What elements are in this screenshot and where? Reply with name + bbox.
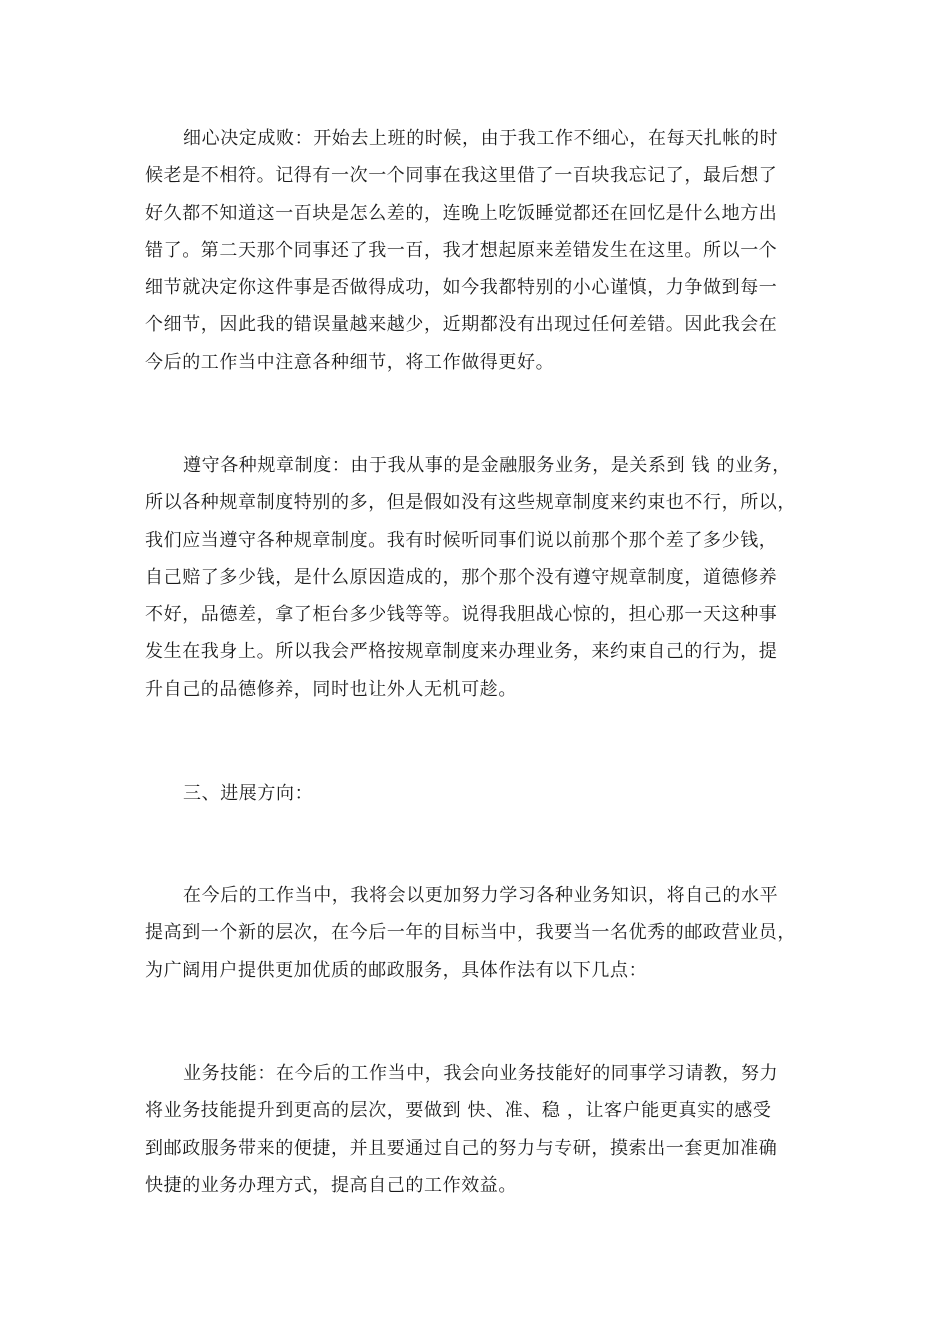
paragraph-line: 遵守各种规章制度：由于我从事的是金融服务业务，是关系到 钱 的业务， bbox=[183, 455, 791, 476]
paragraph-line: 到邮政服务带来的便捷，并且要通过自己的努力与专研，摸索出一套更加准确 bbox=[145, 1137, 778, 1159]
paragraph-line: 发生在我身上。所以我会严格按规章制度来办理业务，来约束自己的行为，提 bbox=[145, 641, 778, 663]
paragraph-line: 候老是不相符。记得有一次一个同事在我这里借了一百块我忘记了，最后想了 bbox=[145, 165, 778, 187]
paragraph-line: 在今后的工作当中，我将会以更加努力学习各种业务知识，将自己的水平 bbox=[183, 885, 779, 906]
paragraph-line: 今后的工作当中注意各种细节，将工作做得更好。 bbox=[145, 351, 555, 373]
paragraph-direction-intro bbox=[145, 877, 805, 989]
paragraph-line: 所以各种规章制度特别的多，但是假如没有这些规章制度来约束也不行，所以， bbox=[145, 492, 796, 514]
paragraph-line: 我们应当遵守各种规章制度。我有时候听同事们说以前那个那个差了多少钱， bbox=[145, 529, 778, 551]
section-heading-text: 三、进展方向： bbox=[183, 783, 314, 804]
paragraph-attention-to-detail bbox=[145, 120, 805, 381]
section-heading bbox=[145, 775, 805, 812]
paragraph-line: 细节就决定你这件事是否做得成功，如今我都特别的小心谨慎，力争做到每一 bbox=[145, 277, 778, 299]
paragraph-line: 将业务技能提升到更高的层次，要做到 快、准、稳 ，让客户能更真实的感受 bbox=[145, 1100, 772, 1122]
paragraph-line: 快捷的业务办理方式，提高自己的工作效益。 bbox=[145, 1174, 517, 1196]
paragraph-line: 细心决定成败：开始去上班的时候，由于我工作不细心，在每天扎帐的时 bbox=[183, 128, 779, 149]
paragraph-line: 不好，品德差，拿了柜台多少钱等等。说得我胆战心惊的，担心那一天这种事 bbox=[145, 604, 778, 626]
paragraph-line: 提高到一个新的层次，在今后一年的目标当中，我要当一名优秀的邮政营业员， bbox=[145, 922, 796, 944]
paragraph-business-skills bbox=[145, 1055, 805, 1204]
paragraph-line: 为广阔用户提供更加优质的邮政服务，具体作法有以下几点： bbox=[145, 959, 648, 981]
paragraph-line: 错了。第二天那个同事还了我一百，我才想起原来差错发生在这里。所以一个 bbox=[145, 239, 778, 261]
paragraph-rules-compliance bbox=[145, 447, 805, 708]
paragraph-line: 好久都不知道这一百块是怎么差的，连晚上吃饭睡觉都还在回忆是什么地方出 bbox=[145, 202, 778, 224]
paragraph-line: 业务技能：在今后的工作当中，我会向业务技能好的同事学习请教，努力 bbox=[183, 1063, 779, 1084]
paragraph-line: 自己赔了多少钱，是什么原因造成的，那个那个没有遵守规章制度，道德修养 bbox=[145, 566, 778, 588]
paragraph-line: 个细节，因此我的错误量越来越少，近期都没有出现过任何差错。因此我会在 bbox=[145, 314, 778, 336]
paragraph-line: 升自己的品德修养，同时也让外人无机可趁。 bbox=[145, 678, 517, 700]
